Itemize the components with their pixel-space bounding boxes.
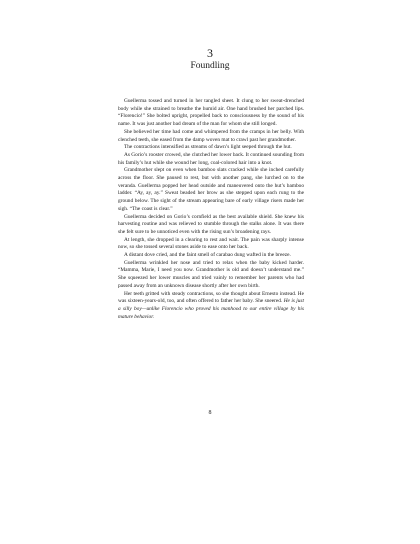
paragraph: As Gorio’s rooster crowed, she clutched her lower back. It continued sounding from his family’s hut while she wound her long, coal-colored hair into a knot. [118, 151, 304, 166]
paragraph: Grandmother slept on even when bamboo slats cracked while she inched carefully across the floor. She paused to rest, but with another pang, she lurched on to the veranda. Guellerma popped her head outside and maneuvered onto the hut’s bamboo ladder. “Ay, ay, ay.” Sweat beaded her brow as she stepped upon each rung to the ground below. The sight of the stream appearing bare of early village risers made her sigh. “The coast is clear.” [118, 167, 304, 212]
paragraph: Guellerma tossed and turned in her tangled sheet. It clung to her sweat-drenched body while she strained to breathe the humid air. One hand brushed her parched lips. “Florencio!” She bolted upright, propelled back to consciousness by the sound of his name. It was just another bad dream of the man for whom she still longed. [118, 98, 304, 128]
paragraph-last [118, 291, 304, 322]
paragraph-text: Her teeth gritted with steady contractions, so she thought about Ernesto instead. He was sixteen-years-old, too, and often offered to father her baby. She sneered. [118, 290, 304, 305]
page-number: 8 [208, 410, 212, 416]
chapter-number: 3 [207, 46, 213, 60]
paragraph: A distant dove cried, and the faint smell of carabao dung wafted in the breeze. [124, 252, 291, 259]
paragraph: At length, she dropped in a clearing to rest and wait. The pain was sharply intense now, so she tossed several stones aside to ease onto her back. [118, 236, 304, 251]
chapter-body [118, 98, 304, 321]
chapter-title: Foundling [190, 61, 230, 71]
italic-thought: He is just a silly boy—unlike Florencio who proved his manhood to our entire village by his mature behavior. [118, 298, 304, 320]
paragraph: She believed her time had come and whimpered from the cramps in her belly. With clenched teeth, she eased from the damp woven mat to crawl past her grandmother. [118, 128, 304, 143]
paragraph: Guellerma wrinkled her nose and tried to relax when the baby kicked harder. “Mamma, Marie, I need you now. Grandmother is old and doesn’t understand me.” She squeezed her lower muscles and tried vainly to remember her parents who had passed away from an unknown disease shortly after her own birth. [118, 259, 304, 289]
paragraph: The contractions intensified as streams of dawn’s light seeped through the hut. [124, 144, 292, 151]
paragraph: Guellerma decided on Gorio’s cornfield as the best available shield. She knew his harvesting routine and was relieved to stumble through the stalks alone. It was there she felt sure to be unnoticed even with the rising sun’s broadening rays. [118, 213, 304, 235]
